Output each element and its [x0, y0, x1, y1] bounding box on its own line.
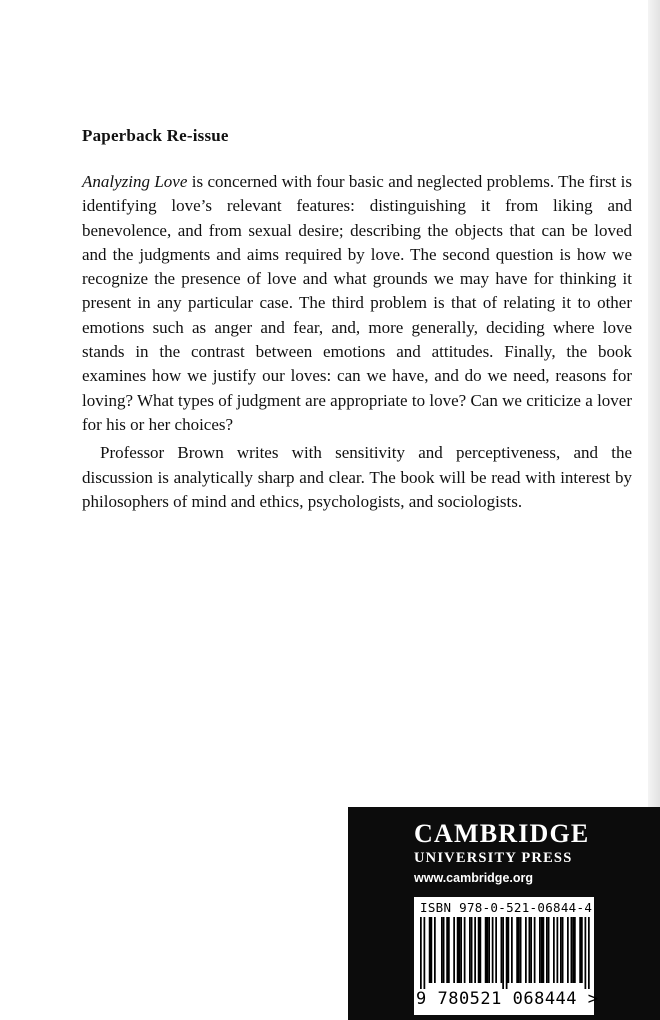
barcode-bar — [443, 917, 445, 983]
barcode-bar — [588, 917, 590, 989]
book-title: Analyzing Love — [82, 172, 188, 191]
barcode-bar — [560, 917, 562, 983]
barcode-bar — [460, 917, 462, 983]
barcode-bar — [572, 917, 574, 983]
barcode-bar — [567, 917, 569, 983]
barcode-bar — [557, 917, 559, 983]
barcode-bar — [585, 917, 587, 989]
barcode-bar — [495, 917, 497, 983]
barcode-bar — [548, 917, 550, 983]
barcode-bar — [487, 917, 489, 983]
barcode-bar — [581, 917, 583, 983]
barcode-bar — [420, 917, 422, 989]
barcode-bar — [525, 917, 527, 983]
barcode-bar — [441, 917, 443, 983]
barcode-bar — [501, 917, 503, 983]
barcode-bar — [530, 917, 532, 983]
description-text-1: is concerned with four basic and neglected problems. The first is identifying love’s relevant features: distinguishing it from liking and benevolence, and from sexual desire; describing the objects that can be loved and the judgments and aims required by love. The second question is how we recognize the presence of love and what grounds we may have for thinking it present in any particular case. The third problem is that of relating it to other emotions such as anger and fear, and, more generally, deciding where love stands in the contrast between emotions and attitudes. Finally, the book examines how we justify our loves: can we have, and do we need, reasons for loving? What types of judgment are appropriate to love? Can we criticize a lover for his or her choices? — [82, 172, 632, 434]
barcode-bar — [492, 917, 494, 983]
barcode-bar — [446, 917, 448, 983]
barcode-bar — [469, 917, 471, 983]
barcode-bar — [562, 917, 564, 983]
description-paragraph-2: Professor Brown writes with sensitivity and perceptiveness, and the discussion is analytically sharp and clear. The book will be read with interest by philosophers of mind and ethics, psychologists, and sociologists. — [82, 443, 632, 511]
barcode-bar — [429, 917, 431, 983]
barcode-bar — [553, 917, 555, 983]
barcode-bar — [453, 917, 455, 983]
barcode-bar — [448, 917, 450, 983]
barcode-bar — [480, 917, 482, 983]
barcode-bar — [485, 917, 487, 983]
barcode-bar — [534, 917, 536, 983]
section-heading: Paperback Re-issue — [82, 126, 229, 145]
barcode-digits: 9 780521 068444 > — [416, 989, 599, 1009]
barcode-bar — [571, 917, 573, 983]
publisher-block — [348, 807, 660, 1020]
barcode-bar — [478, 917, 480, 983]
description-paragraph-1 — [82, 170, 632, 437]
barcode-panel — [414, 897, 599, 1015]
barcode-bar — [529, 917, 531, 983]
barcode — [418, 917, 590, 989]
barcode-bar — [543, 917, 545, 983]
barcode-bar — [471, 917, 473, 983]
barcode-bar — [541, 917, 543, 983]
publisher-name: CAMBRIDGE — [414, 819, 590, 848]
back-cover-text — [82, 126, 632, 514]
barcode-bar — [516, 917, 518, 983]
barcode-bar — [502, 917, 504, 989]
barcode-bar — [464, 917, 466, 983]
publisher-url: www.cambridge.org — [414, 871, 534, 885]
barcode-bar — [579, 917, 581, 983]
barcode-bar — [508, 917, 510, 983]
barcode-bar — [546, 917, 548, 983]
publisher-subtitle: UNIVERSITY PRESS — [414, 850, 573, 866]
barcode-bar — [424, 917, 426, 989]
barcode-bar — [431, 917, 433, 983]
isbn-label: ISBN 978-0-521-06844-4 — [420, 900, 593, 915]
barcode-bar — [474, 917, 476, 983]
barcode-bar — [518, 917, 520, 983]
barcode-bar — [520, 917, 522, 983]
barcode-bar — [506, 917, 508, 989]
barcode-bar — [539, 917, 541, 983]
barcode-bar — [511, 917, 513, 983]
barcode-bar — [459, 917, 461, 983]
barcode-bar — [574, 917, 576, 983]
barcode-bar — [434, 917, 436, 983]
barcode-bar — [457, 917, 459, 983]
barcode-bar — [488, 917, 490, 983]
